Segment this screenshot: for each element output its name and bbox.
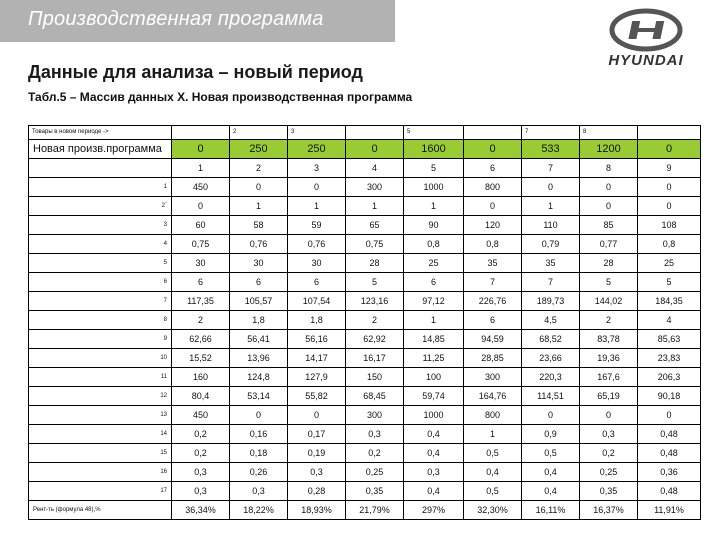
- table-cell: 300: [346, 406, 404, 425]
- hyundai-emblem-icon: [592, 8, 700, 52]
- table-cell: 16,11%: [522, 501, 580, 520]
- table-cell: 5: [638, 273, 701, 292]
- row-label: 16: [29, 463, 172, 482]
- table-cell: 0: [580, 197, 638, 216]
- table-cell: 6: [172, 273, 230, 292]
- table-cell: 56,16: [288, 330, 346, 349]
- table-cell: 5: [346, 273, 404, 292]
- table-cell: 25: [638, 254, 701, 273]
- table-cell: 30: [230, 254, 288, 273]
- row-label: 7: [29, 292, 172, 311]
- table-cell: 1,8: [288, 311, 346, 330]
- header-mark: 3: [288, 126, 346, 140]
- table-cell: 220,3: [522, 368, 580, 387]
- header-cell: [464, 126, 522, 140]
- table-row: [29, 178, 701, 197]
- table-cell: 0: [580, 406, 638, 425]
- table-cell: 0,48: [638, 444, 701, 463]
- table-row: [29, 425, 701, 444]
- table-row: [29, 235, 701, 254]
- table-cell: 0: [638, 197, 701, 216]
- table-cell: 0,48: [638, 425, 701, 444]
- table-cell: 68,45: [346, 387, 404, 406]
- table-cell: 0,79: [522, 235, 580, 254]
- table-cell: 0,2: [172, 425, 230, 444]
- header-cell: [346, 126, 404, 140]
- table-cell: 90: [404, 216, 464, 235]
- table-row: [29, 311, 701, 330]
- header-label: Товары в новом периоде ->: [29, 126, 172, 140]
- table-cell: 56,41: [230, 330, 288, 349]
- table-cell: 18,22%: [230, 501, 288, 520]
- table-cell: 0,18: [230, 444, 288, 463]
- table-cell: 28: [580, 254, 638, 273]
- table-cell: 2: [172, 311, 230, 330]
- table-cell: 0,2: [172, 444, 230, 463]
- header-mark: 5: [404, 126, 464, 140]
- table-cell: 11,25: [404, 349, 464, 368]
- table-cell: 0,16: [230, 425, 288, 444]
- table-cell: 58: [230, 216, 288, 235]
- column-index: 4: [346, 159, 404, 178]
- table-cell: 23,83: [638, 349, 701, 368]
- table-row: [29, 216, 701, 235]
- program-cell: 0: [172, 140, 230, 159]
- table-cell: 108: [638, 216, 701, 235]
- table-cell: 2: [580, 311, 638, 330]
- table-cell: 59: [288, 216, 346, 235]
- table-cell: 0: [230, 178, 288, 197]
- table-cell: 1: [230, 197, 288, 216]
- table-cell: 0,17: [288, 425, 346, 444]
- table-cell: 1: [346, 197, 404, 216]
- section-subtitle: Данные для анализа – новый период: [28, 62, 363, 82]
- table-cell: 0,5: [464, 482, 522, 501]
- table-cell: 167,6: [580, 368, 638, 387]
- table-cell: 23,66: [522, 349, 580, 368]
- table-cell: 85: [580, 216, 638, 235]
- table-cell: 107,54: [288, 292, 346, 311]
- table-cell: 7: [464, 273, 522, 292]
- table-cell: 36,34%: [172, 501, 230, 520]
- table-row: [29, 463, 701, 482]
- table-cell: 184,35: [638, 292, 701, 311]
- table-cell: 1: [404, 311, 464, 330]
- table-cell: 32,30%: [464, 501, 522, 520]
- table-row: [29, 349, 701, 368]
- table-cell: 59,74: [404, 387, 464, 406]
- production-program-table: [28, 125, 701, 520]
- header-row: [29, 126, 701, 140]
- table-cell: 164,76: [464, 387, 522, 406]
- table-cell: 30: [288, 254, 346, 273]
- table-cell: 127,9: [288, 368, 346, 387]
- table-caption: Табл.5 – Массив данных X. Новая производственная программа: [28, 90, 413, 104]
- table-cell: 6: [288, 273, 346, 292]
- table-cell: 83,78: [580, 330, 638, 349]
- column-index-row: [29, 159, 701, 178]
- table-cell: 0: [464, 197, 522, 216]
- table-cell: 14,85: [404, 330, 464, 349]
- table-cell: 55,82: [288, 387, 346, 406]
- table-cell: 0,5: [522, 444, 580, 463]
- table-row: [29, 292, 701, 311]
- table-cell: 19,36: [580, 349, 638, 368]
- table-row: [29, 501, 701, 520]
- table-cell: 0: [172, 197, 230, 216]
- table-cell: 450: [172, 406, 230, 425]
- table-cell: 85,63: [638, 330, 701, 349]
- table-cell: 0,35: [580, 482, 638, 501]
- table-cell: 0,3: [346, 425, 404, 444]
- table-cell: 1000: [404, 178, 464, 197]
- table-cell: 0,3: [230, 482, 288, 501]
- table-cell: 1,8: [230, 311, 288, 330]
- table-cell: 13,96: [230, 349, 288, 368]
- column-index: 9: [638, 159, 701, 178]
- table-cell: 30: [172, 254, 230, 273]
- program-cell: 250: [288, 140, 346, 159]
- table-cell: 300: [346, 178, 404, 197]
- table-cell: 0: [288, 406, 346, 425]
- table-cell: 0,76: [288, 235, 346, 254]
- table-cell: 0,8: [638, 235, 701, 254]
- row-label: 6: [29, 273, 172, 292]
- table-cell: 226,76: [464, 292, 522, 311]
- row-label: 4: [29, 235, 172, 254]
- table-cell: 5: [580, 273, 638, 292]
- program-cell: 0: [346, 140, 404, 159]
- row-label: 9: [29, 330, 172, 349]
- table-cell: 15,52: [172, 349, 230, 368]
- table-cell: 1: [404, 197, 464, 216]
- table-cell: 18,93%: [288, 501, 346, 520]
- table-cell: 2: [346, 311, 404, 330]
- table-cell: 0: [288, 178, 346, 197]
- table-cell: 0,28: [288, 482, 346, 501]
- header-mark: 8: [580, 126, 638, 140]
- table-cell: 0,4: [404, 425, 464, 444]
- program-cell: 250: [230, 140, 288, 159]
- table-cell: 0: [230, 406, 288, 425]
- row-label: Рент-ть (формула 48),%: [29, 501, 172, 520]
- table-cell: 11,91%: [638, 501, 701, 520]
- table-cell: 100: [404, 368, 464, 387]
- row-label: 5: [29, 254, 172, 273]
- table-row: [29, 444, 701, 463]
- title-banner: [0, 0, 395, 42]
- row-label: 13: [29, 406, 172, 425]
- table-cell: 150: [346, 368, 404, 387]
- column-index: 1: [172, 159, 230, 178]
- table-cell: 0,76: [230, 235, 288, 254]
- table-row: [29, 482, 701, 501]
- index-row-label: [29, 159, 172, 178]
- table-cell: 6: [404, 273, 464, 292]
- program-cell: 0: [464, 140, 522, 159]
- table-cell: 0,26: [230, 463, 288, 482]
- table-cell: 80,4: [172, 387, 230, 406]
- table-cell: 94,59: [464, 330, 522, 349]
- table-cell: 0,8: [464, 235, 522, 254]
- table-cell: 0,35: [346, 482, 404, 501]
- table-cell: 0,4: [522, 463, 580, 482]
- table-cell: 0: [522, 178, 580, 197]
- table-cell: 0,75: [172, 235, 230, 254]
- table-cell: 0,8: [404, 235, 464, 254]
- slide-title: Производственная программа: [28, 8, 324, 30]
- table-cell: 0,3: [288, 463, 346, 482]
- table-row: [29, 406, 701, 425]
- table-cell: 35: [522, 254, 580, 273]
- table-cell: 117,35: [172, 292, 230, 311]
- table-cell: 0,4: [404, 482, 464, 501]
- table-cell: 105,57: [230, 292, 288, 311]
- table-cell: 97,12: [404, 292, 464, 311]
- table-cell: 0,25: [580, 463, 638, 482]
- table-cell: 300: [464, 368, 522, 387]
- table-cell: 0,2: [346, 444, 404, 463]
- table-cell: 450: [172, 178, 230, 197]
- table-cell: 0: [522, 406, 580, 425]
- table-cell: 0,9: [522, 425, 580, 444]
- row-label: 11: [29, 368, 172, 387]
- table-cell: 1: [522, 197, 580, 216]
- table-cell: 0,4: [404, 444, 464, 463]
- table-cell: 35: [464, 254, 522, 273]
- table-cell: 28: [346, 254, 404, 273]
- table-cell: 65,19: [580, 387, 638, 406]
- table-row: [29, 254, 701, 273]
- table-cell: 0,36: [638, 463, 701, 482]
- table-cell: 123,16: [346, 292, 404, 311]
- table-cell: 0: [638, 406, 701, 425]
- table-cell: 28,85: [464, 349, 522, 368]
- table-cell: 16,17: [346, 349, 404, 368]
- hyundai-logo: [592, 8, 700, 70]
- table-cell: 1000: [404, 406, 464, 425]
- table-cell: 0: [638, 178, 701, 197]
- header-cell: [638, 126, 701, 140]
- table-cell: 800: [464, 406, 522, 425]
- table-cell: 1: [288, 197, 346, 216]
- table-cell: 114,51: [522, 387, 580, 406]
- table-cell: 6: [464, 311, 522, 330]
- table-cell: 800: [464, 178, 522, 197]
- column-index: 5: [404, 159, 464, 178]
- table-cell: 120: [464, 216, 522, 235]
- header-mark: 7: [522, 126, 580, 140]
- row-label: 17: [29, 482, 172, 501]
- table-cell: 0,3: [580, 425, 638, 444]
- table-row: [29, 273, 701, 292]
- column-index: 7: [522, 159, 580, 178]
- table-cell: 0: [580, 178, 638, 197]
- table-cell: 0,48: [638, 482, 701, 501]
- table-row: [29, 387, 701, 406]
- program-cell: 1200: [580, 140, 638, 159]
- table-row: [29, 368, 701, 387]
- hyundai-wordmark: HYUNDAI: [608, 52, 684, 69]
- column-index: 3: [288, 159, 346, 178]
- table-cell: 4: [638, 311, 701, 330]
- table-cell: 60: [172, 216, 230, 235]
- table-cell: 0,75: [346, 235, 404, 254]
- table-cell: 144,02: [580, 292, 638, 311]
- program-row: [29, 140, 701, 159]
- table-cell: 16,37%: [580, 501, 638, 520]
- row-label: 14: [29, 425, 172, 444]
- table-cell: 62,66: [172, 330, 230, 349]
- column-index: 6: [464, 159, 522, 178]
- table-cell: 0,3: [404, 463, 464, 482]
- table-cell: 0,4: [464, 463, 522, 482]
- program-cell: 533: [522, 140, 580, 159]
- table-cell: 65: [346, 216, 404, 235]
- table-cell: 90,18: [638, 387, 701, 406]
- table-cell: 1: [464, 425, 522, 444]
- table-cell: 62,92: [346, 330, 404, 349]
- row-label: 10: [29, 349, 172, 368]
- table-cell: 124,8: [230, 368, 288, 387]
- table-cell: 14,17: [288, 349, 346, 368]
- row-label: 1: [29, 178, 172, 197]
- table-cell: 0,4: [522, 482, 580, 501]
- table-cell: 0,3: [172, 482, 230, 501]
- table-row: [29, 330, 701, 349]
- table-cell: 0,2: [580, 444, 638, 463]
- program-cell: 1600: [404, 140, 464, 159]
- table-cell: 6: [230, 273, 288, 292]
- row-label: 12: [29, 387, 172, 406]
- table-cell: 7: [522, 273, 580, 292]
- header-mark: 2: [230, 126, 288, 140]
- table-cell: 4,5: [522, 311, 580, 330]
- table-cell: 68,52: [522, 330, 580, 349]
- table-cell: 0,19: [288, 444, 346, 463]
- column-index: 8: [580, 159, 638, 178]
- row-label: 2`: [29, 197, 172, 216]
- row-label: 8: [29, 311, 172, 330]
- row-label: 3: [29, 216, 172, 235]
- row-label: 15: [29, 444, 172, 463]
- table-cell: 297%: [404, 501, 464, 520]
- header-cell: [172, 126, 230, 140]
- table-cell: 189,73: [522, 292, 580, 311]
- table-cell: 0,77: [580, 235, 638, 254]
- table-cell: 0,3: [172, 463, 230, 482]
- table-cell: 160: [172, 368, 230, 387]
- program-label: Новая произв.программа: [29, 140, 172, 159]
- table-row: [29, 197, 701, 216]
- column-index: 2: [230, 159, 288, 178]
- table-cell: 110: [522, 216, 580, 235]
- table-cell: 0,25: [346, 463, 404, 482]
- table-cell: 206,3: [638, 368, 701, 387]
- table-cell: 0,5: [464, 444, 522, 463]
- table-cell: 53,14: [230, 387, 288, 406]
- table-cell: 25: [404, 254, 464, 273]
- table-cell: 21,79%: [346, 501, 404, 520]
- program-cell: 0: [638, 140, 701, 159]
